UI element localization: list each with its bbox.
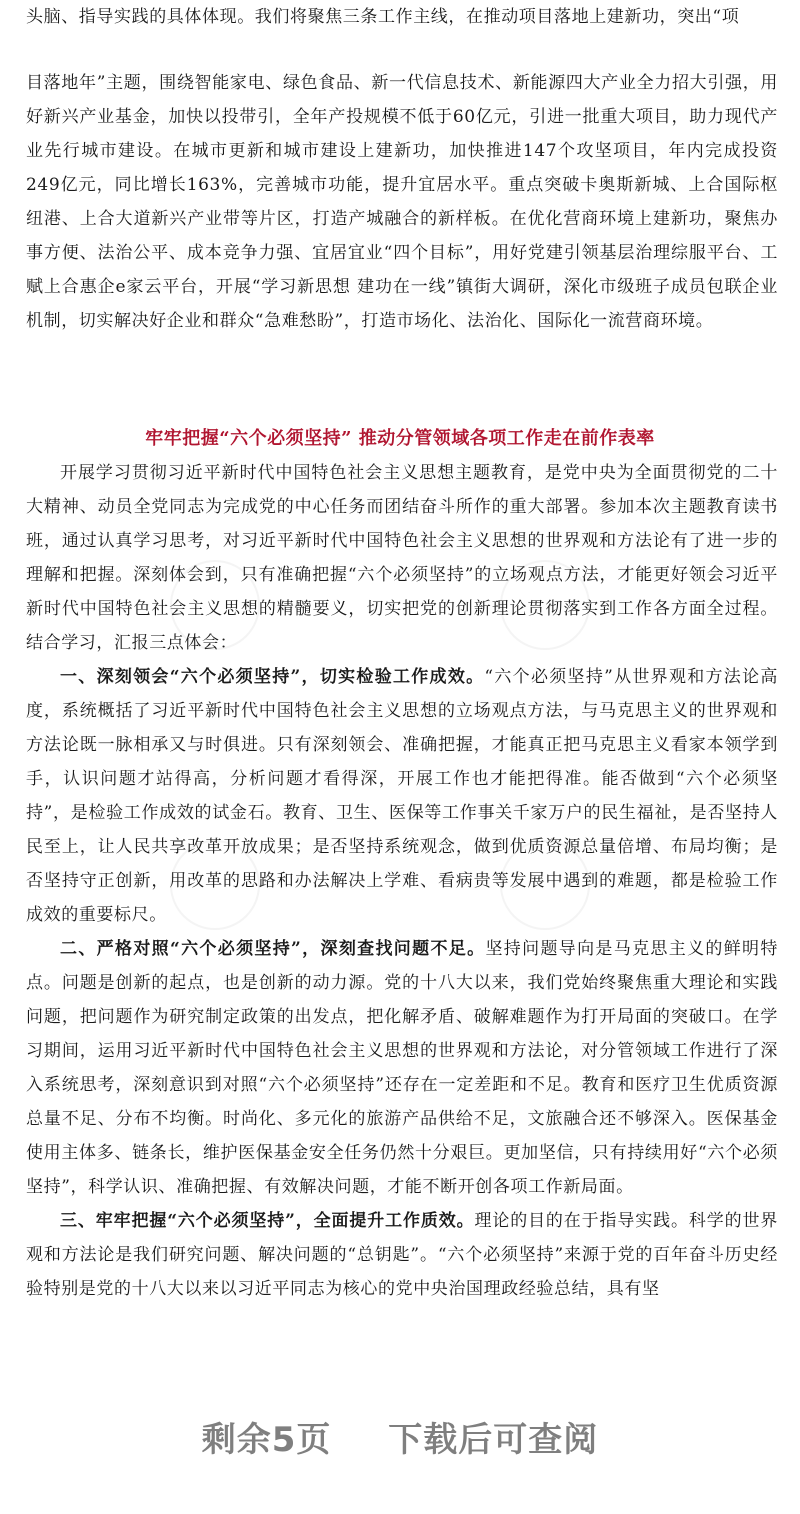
point-2-lead: 二、严格对照“六个必须坚持”，深刻查找问题不足。 (60, 939, 486, 959)
paragraph-continued (26, 66, 778, 338)
paragraph-text: 目落地年”主题，围绕智能家电、绿色食品、新一代信息技术、新能源四大产业全力招大引强，用好新兴产业基金，加快以投带引，全年产投规模不低于60亿元，引进一批重大项目，助力现代产业先行城市建设。在城市更新和城市建设上建新功，加快推进147个攻坚项目，年内完成投资249亿元，同比增长163%，完善城市功能，提升宜居水平。重点突破卡奥斯新城、上合国际枢纽港、上合大道新兴产业带等片区，打造产城融合的新样板。在优化营商环境上建新功，聚焦办事方便、法治公平、成本竞争力强、宜居宜业“四个目标”，用好党建引领基层治理综服平台、工赋上合惠企e家云平台，开展“学习新思想 建功在一线”镇街大调研，深化市级班子成员包联企业机制，切实解决好企业和群众“急难愁盼”，打造市场化、法治化、国际化一流营商环境。 (26, 73, 778, 331)
download-hint-text: 下载后可查阅 (388, 1420, 599, 1460)
section-title: 牢牢把握“六个必须坚持” 推动分管领域各项工作走在前作表率 (145, 428, 655, 449)
top-cut-line: 头脑、指导实践的具体体现。我们将聚焦三条工作主线，在推动项目落地上建新功，突出“项 (26, 7, 740, 27)
point-2-body: 坚持问题导向是马克思主义的鲜明特点。问题是创新的起点，也是创新的动力源。党的十八大以来，我们党始终聚焦重大理论和实践问题，把问题作为研究制定政策的出发点，把化解矛盾、破解难题作为打开局面的突破口。在学习期间，运用习近平新时代中国特色社会主义思想的世界观和方法论，对分管领域工作进行了深入系统思考，深刻意识到对照“六个必须坚持”还存在一定差距和不足。教育和医疗卫生优质资源总量不足、分布不均衡。时尚化、多元化的旅游产品供给不足，文旅融合还不够深入。医保基金使用主体多、链条长，维护医保基金安全任务仍然十分艰巨。更加坚信，只有持续用好“六个必须坚持”，科学认识、准确把握、有效解决问题，才能不断开创各项工作新局面。 (26, 939, 778, 1197)
point-3-paragraph (26, 1204, 778, 1306)
point-3-body: 理论的目的在于指导实践。科学的世界观和方法论是我们研究问题、解决问题的“总钥匙”。“六个必须坚持”来源于党的百年奋斗历史经验特别是党的十八大以来以习近平同志为核心的党中央治国理政经验总结，具有坚 (26, 1211, 778, 1299)
remaining-pages-text: 剩余5页 (201, 1420, 332, 1460)
point-2-paragraph (26, 932, 778, 1204)
intro-paragraph: 开展学习贯彻习近平新时代中国特色社会主义思想主题教育，是党中央为全面贯彻党的二十大精神、动员全党同志为完成党的中心任务而团结奋斗所作的重大部署。参加本次主题教育读书班，通过认真学习思考，对习近平新时代中国特色社会主义思想的世界观和方法论有了进一步的理解和把握。深刻体会到，只有准确把握“六个必须坚持”的立场观点方法，才能更好领会习近平新时代中国特色社会主义思想的精髓要义，切实把党的创新理论贯彻落实到工作各方面全过程。结合学习，汇报三点体会： (26, 463, 778, 653)
point-1-lead: 一、深刻领会“六个必须坚持”，切实检验工作成效。 (60, 667, 485, 687)
top-cut-paragraph (26, 0, 778, 34)
download-prompt[interactable] (0, 1412, 800, 1472)
point-3-lead: 三、牢牢把握“六个必须坚持”，全面提升工作质效。 (60, 1211, 475, 1231)
point-1-paragraph (26, 660, 778, 932)
section-body (26, 456, 778, 1306)
point-1-body: “六个必须坚持”从世界观和方法论高度，系统概括了习近平新时代中国特色社会主义思想的立场观点方法，与马克思主义的世界观和方法论既一脉相承又与时俱进。只有深刻领会、准确把握，才能真正把马克思主义看家本领学到手，认识问题才站得高，分析问题才看得深，开展工作也才能把得准。能否做到“六个必须坚持”，是检验工作成效的试金石。教育、卫生、医保等工作事关千家万户的民生福祉，是否坚持人民至上，让人民共享改革开放成果；是否坚持系统观念，做到优质资源总量倍增、布局均衡；是否坚持守正创新，用改革的思路和办法解决上学难、看病贵等发展中遇到的难题，都是检验工作成效的重要标尺。 (26, 667, 778, 925)
